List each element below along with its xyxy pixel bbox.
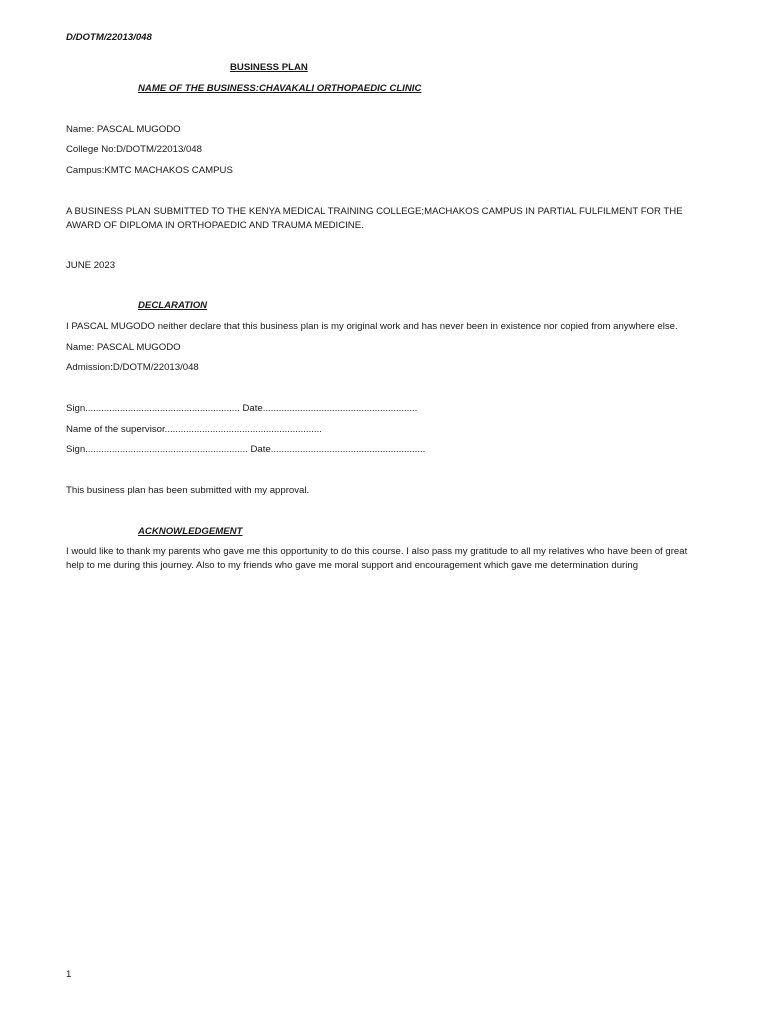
campus: Campus:KMTC MACHAKOS CAMPUS	[66, 165, 233, 176]
business-name: NAME OF THE BUSINESS:CHAVAKALI ORTHOPAEDIC CLINIC	[138, 83, 422, 94]
declaration-heading: DECLARATION	[138, 300, 208, 311]
sign-date-line-1: Sign.......................................................... Date..........................................................	[66, 403, 418, 414]
declaration-statement: I PASCAL MUGODO neither declare that this business plan is my original work and has never been in existence nor copied from anywhere else.	[66, 321, 678, 332]
document-title: BUSINESS PLAN	[230, 62, 308, 73]
sign-date-line-2: Sign............................................................. Date..........................................................	[66, 444, 426, 455]
approval-statement: This business plan has been submitted with my approval.	[66, 485, 310, 496]
declaration-admission: Admission:D/DOTM/22013/048	[66, 362, 199, 373]
declaration-name: Name: PASCAL MUGODO	[66, 342, 181, 353]
submission-statement: A BUSINESS PLAN SUBMITTED TO THE KENYA MEDICAL TRAINING COLLEGE;MACHAKOS CAMPUS IN PARTIAL FULFILMENT FOR THE AWARD OF DIPLOMA IN ORTHOPAEDIC AND TRAUMA MEDICINE.	[66, 206, 683, 231]
reference-code: D/DOTM/22013/048	[66, 32, 152, 43]
student-name: Name: PASCAL MUGODO	[66, 124, 181, 135]
page-number: 1	[66, 969, 72, 980]
submission-date: JUNE 2023	[66, 260, 116, 271]
college-number: College No:D/DOTM/22013/048	[66, 144, 202, 155]
supervisor-name-line: Name of the supervisor...........................................................	[66, 424, 322, 435]
acknowledgement-heading: ACKNOWLEDGEMENT	[138, 526, 243, 537]
acknowledgement-text: I would like to thank my parents who gave me this opportunity to do this course. I also pass my gratitude to all my relatives who have been of great help to me during this journey. Also to my friends who gave me moral support and encouragement which gave me determination during	[66, 546, 688, 571]
